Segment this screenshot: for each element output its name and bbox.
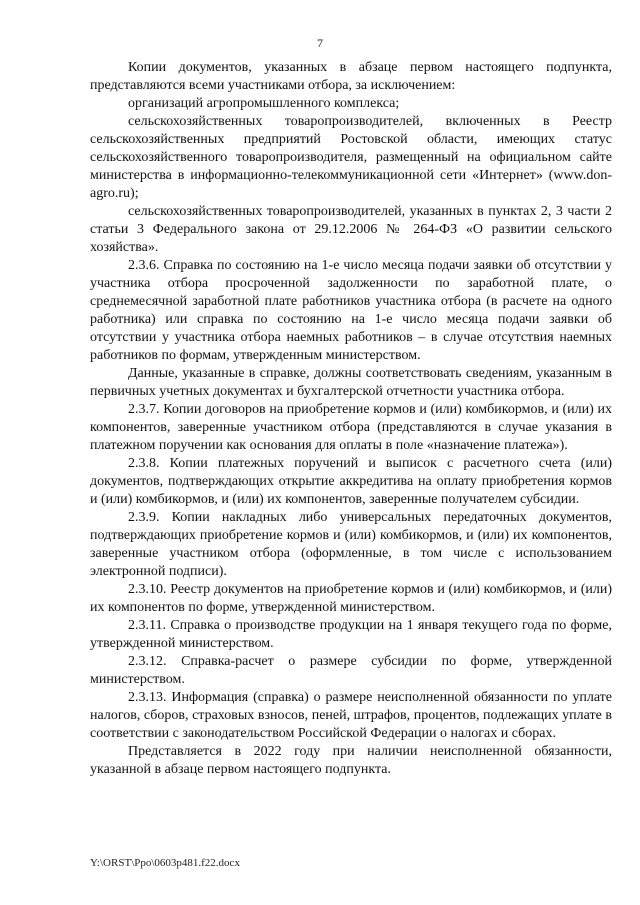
paragraph: 2.3.8. Копии платежных поручений и выписок с расчетного счета (или) документов, подтверждающих открытие аккредитива на оплату приобретения кормов и (или) комбикормов, и (или) их компонентов, заверенные получателем субсидии. <box>90 456 612 507</box>
paragraph: сельскохозяйственных товаропроизводителей, включенных в Реестр сельскохозяйственных предприятий Ростовской области, имеющих статус сельскохозяйственного товаропроизводителя, размещенный на официальном сайте министерства в информационно-телекоммуникационной сети «Интернет» (www.don-agro.ru); <box>90 114 612 201</box>
paragraph: 2.3.12. Справка-расчет о размере субсидии по форме, утвержденной министерством. <box>90 654 612 687</box>
paragraph: сельскохозяйственных товаропроизводителей, указанных в пунктах 2, 3 части 2 статьи 3 Федерального закона от 29.12.2006 № 264-ФЗ «О развитии сельского хозяйства». <box>90 204 612 255</box>
paragraph: 2.3.7. Копии договоров на приобретение кормов и (или) комбикормов, и (или) их компонентов, заверенные участником отбора (представляются в случае указания в платежном поручении как основания для оплаты в поле «назначение платежа»). <box>90 402 612 453</box>
paragraph: 2.3.11. Справка о производстве продукции на 1 января текущего года по форме, утвержденной министерством. <box>90 618 612 651</box>
paragraph: 2.3.13. Информация (справка) о размере неисполненной обязанности по уплате налогов, сборов, страховых взносов, пеней, штрафов, процентов, подлежащих уплате в соответствии с законодательством Российской Федерации о налогах и сборах. <box>90 690 612 741</box>
paragraph: организаций агропромышленного комплекса; <box>128 96 400 111</box>
paragraph: Представляется в 2022 году при наличии неисполненной обязанности, указанной в абзаце первом настоящего подпункта. <box>90 744 612 777</box>
paragraph: Данные, указанные в справке, должны соответствовать сведениям, указанным в первичных учетных документах и бухгалтерской отчетности участника отбора. <box>90 366 612 399</box>
paragraph: Копии документов, указанных в абзаце первом настоящего подпункта, представляются всеми участниками отбора, за исключением: <box>90 60 612 93</box>
paragraph: 2.3.9. Копии накладных либо универсальных передаточных документов, подтверждающих приобретение кормов и (или) комбикормов, и (или) их компонентов, заверенные участником отбора (оформленные, в том числе с использованием электронной подписи). <box>90 510 612 579</box>
paragraph: 2.3.6. Справка по состоянию на 1-е число месяца подачи заявки об отсутствии у участника отбора просроченной задолженности по заработной плате, о среднемесячной заработной плате работников участника отбора (в расчете на одного работника) или справка по состоянию на 1-е число месяца подачи заявки об отсутствии у участника отбора наемных работников – в случае отсутствия наемных работников по формам, утвержденным министерством. <box>90 258 612 363</box>
page-number: 7 <box>317 36 323 50</box>
document-body <box>90 59 612 779</box>
paragraph: 2.3.10. Реестр документов на приобретение кормов и (или) комбикормов, и (или) их компонентов по форме, утвержденной министерством. <box>90 582 612 615</box>
file-path-footer: Y:\ORST\Ppo\0603p481.f22.docx <box>90 857 240 869</box>
